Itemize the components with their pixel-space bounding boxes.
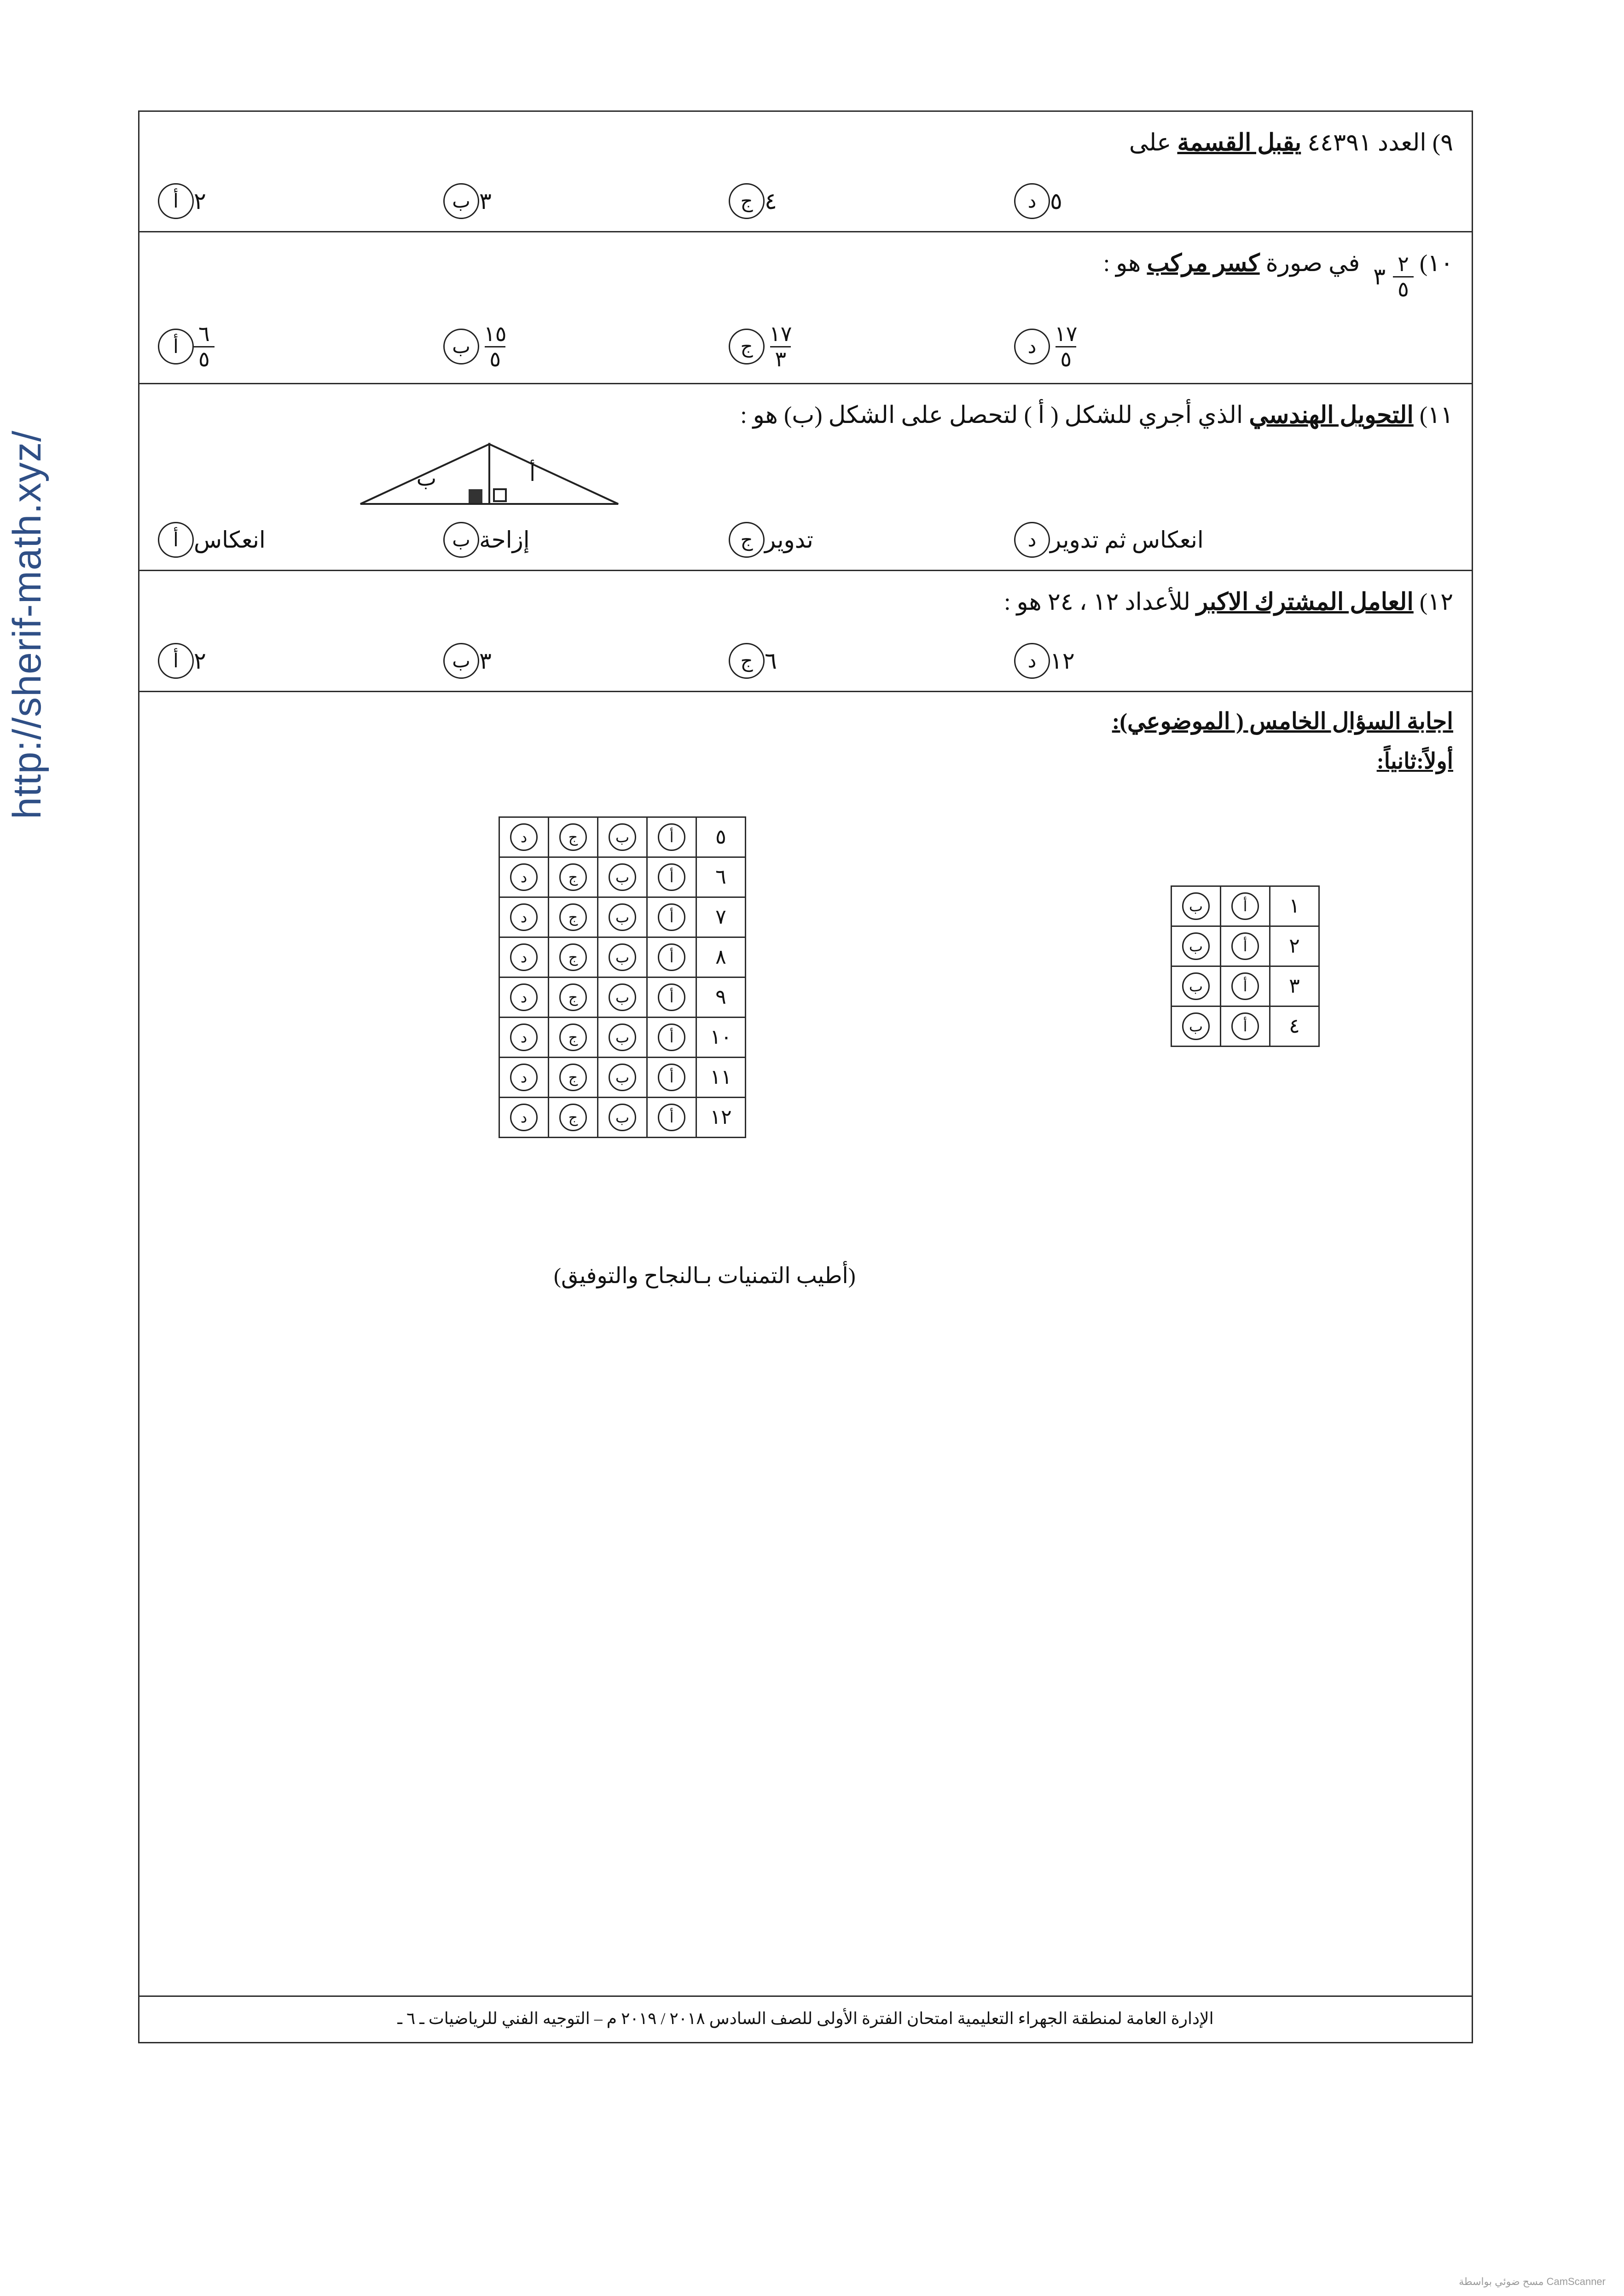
fraction-denominator: ٥	[1056, 346, 1076, 371]
answer-cell[interactable]	[647, 897, 696, 937]
bubble-icon[interactable]: أ	[658, 1104, 685, 1131]
bubble-icon[interactable]: د	[510, 943, 538, 971]
question-12-number: ١٢)	[1419, 589, 1453, 616]
choice-12-a[interactable]	[158, 643, 443, 679]
bubble-icon[interactable]: أ	[158, 183, 194, 219]
answer-cell[interactable]	[549, 977, 598, 1017]
question-10-mid: في صورة	[1259, 250, 1360, 277]
choice-11-b-text: إزاحة	[479, 527, 530, 553]
answer-cell[interactable]	[549, 857, 598, 897]
answer-cell[interactable]	[598, 1017, 647, 1057]
table-row[interactable]	[499, 857, 746, 897]
row-number: ٣	[1270, 966, 1319, 1006]
answer-cell[interactable]	[499, 897, 549, 937]
answer-cell[interactable]	[598, 1097, 647, 1137]
question-11-keyword: التحويل الهندسي	[1249, 402, 1414, 429]
answer-cell[interactable]	[499, 937, 549, 977]
bubble-icon[interactable]: ب	[609, 903, 636, 931]
row-number: ٨	[696, 937, 746, 977]
row-number: ٢	[1270, 926, 1319, 966]
site-watermark: http://sherif-math.xyz/	[5, 430, 49, 819]
table-row[interactable]	[499, 1057, 746, 1097]
bubble-icon[interactable]: د	[510, 823, 538, 851]
question-10-choices	[158, 322, 1453, 371]
question-block-10	[139, 232, 1472, 384]
choice-9-b[interactable]	[443, 183, 729, 219]
fraction-denominator: ٥	[194, 346, 215, 371]
question-12-text	[158, 583, 1453, 621]
bubble-icon[interactable]: أ	[658, 1064, 685, 1091]
bubble-icon[interactable]: أ	[658, 1024, 685, 1051]
row-number: ٦	[696, 857, 746, 897]
triangle-figure-svg	[351, 430, 627, 513]
bubble-icon[interactable]: أ	[658, 903, 685, 931]
question-10-text	[158, 244, 1453, 301]
row-number: ١	[1270, 886, 1319, 926]
answer-cell[interactable]	[549, 897, 598, 937]
choice-10-c-fraction	[765, 322, 796, 371]
bubble-icon[interactable]: ج	[729, 643, 765, 679]
row-number: ٩	[696, 977, 746, 1017]
svg-text:ب: ب	[416, 467, 436, 491]
answer-cell[interactable]	[647, 937, 696, 977]
choice-9-c-text: ٤	[765, 188, 777, 214]
answer-key-title: اجابة السؤال الخامس ( الموضوعي):	[1112, 708, 1453, 734]
answer-cell[interactable]	[1172, 966, 1221, 1006]
answer-key-section	[139, 692, 1472, 1553]
choice-9-d[interactable]	[1014, 183, 1299, 219]
answer-cell[interactable]	[598, 897, 647, 937]
bubble-icon[interactable]: د	[510, 1104, 538, 1131]
answer-cell[interactable]	[549, 1057, 598, 1097]
answer-cell[interactable]	[1221, 926, 1270, 966]
answer-cell[interactable]	[1172, 1006, 1221, 1046]
choice-10-d-fraction	[1050, 322, 1082, 371]
row-number: ٤	[1270, 1006, 1319, 1046]
bubble-icon[interactable]: أ	[658, 983, 685, 1011]
bubble-icon[interactable]: ج	[559, 983, 587, 1011]
table-row[interactable]	[1172, 1006, 1319, 1046]
answer-cell[interactable]	[1221, 966, 1270, 1006]
question-10-keyword: كسر مركب	[1147, 250, 1260, 277]
good-luck-message: (أطيب التمنيات بـالنجاح والتوفيق)	[554, 1263, 856, 1288]
bubble-icon[interactable]: ب	[443, 183, 479, 219]
bubble-icon[interactable]: د	[1014, 183, 1050, 219]
bubble-icon[interactable]: ب	[443, 329, 479, 364]
fraction-numerator: ٢	[1398, 252, 1409, 276]
bubble-icon[interactable]: ب	[609, 823, 636, 851]
question-10-suffix: هو :	[1103, 250, 1147, 277]
question-block-9	[139, 112, 1472, 232]
question-11-choices	[158, 522, 1453, 558]
choice-10-a-fraction	[194, 322, 215, 371]
bubble-icon[interactable]: ب	[443, 522, 479, 558]
row-number: ٧	[696, 897, 746, 937]
bubble-icon[interactable]: ب	[609, 1104, 636, 1131]
answer-cell[interactable]	[499, 857, 549, 897]
bubble-icon[interactable]: أ	[1231, 972, 1259, 1000]
answer-cell[interactable]	[647, 977, 696, 1017]
answer-cell[interactable]	[1172, 886, 1221, 926]
bubble-icon[interactable]: ج	[729, 329, 765, 364]
bubble-icon[interactable]: أ	[158, 643, 194, 679]
bubble-icon[interactable]: د	[1014, 643, 1050, 679]
bubble-icon[interactable]: ج	[559, 1104, 587, 1131]
answer-table-first[interactable]	[1171, 885, 1320, 1047]
choice-10-d[interactable]	[1014, 322, 1299, 371]
mixed-fraction	[1393, 252, 1414, 301]
answer-key-subtitle: أولاً:ثانياً:	[1376, 749, 1453, 774]
answer-cell[interactable]	[647, 1097, 696, 1137]
choice-12-d[interactable]	[1014, 643, 1299, 679]
fraction-numerator: ٦	[198, 322, 210, 346]
choice-9-d-text: ٥	[1050, 188, 1062, 214]
answer-cell[interactable]	[549, 817, 598, 857]
answer-cell[interactable]	[1221, 1006, 1270, 1046]
bubble-icon[interactable]: ج	[559, 943, 587, 971]
choice-10-c[interactable]	[729, 322, 1014, 371]
answer-cell[interactable]	[499, 817, 549, 857]
bubble-icon[interactable]: أ	[158, 329, 194, 364]
bubble-icon[interactable]: د	[1014, 329, 1050, 364]
bubble-icon[interactable]: أ	[158, 522, 194, 558]
table-row[interactable]	[1172, 926, 1319, 966]
answer-cell[interactable]	[1221, 886, 1270, 926]
question-9-text	[158, 124, 1453, 162]
choice-11-c-text: تدوير	[765, 527, 813, 553]
answer-cell[interactable]	[598, 857, 647, 897]
choice-9-a[interactable]	[158, 183, 443, 219]
choice-11-d-text: انعكاس ثم تدوير	[1050, 527, 1204, 553]
table-row[interactable]	[499, 1097, 746, 1137]
bubble-icon[interactable]: أ	[658, 943, 685, 971]
answer-cell[interactable]	[499, 1017, 549, 1057]
bubble-icon[interactable]: د	[510, 903, 538, 931]
mixed-number	[1366, 252, 1414, 301]
bubble-icon[interactable]: ج	[729, 522, 765, 558]
bubble-icon[interactable]: ب	[1182, 892, 1210, 920]
bubble-icon[interactable]: أ	[658, 823, 685, 851]
answer-cell[interactable]	[598, 1057, 647, 1097]
table-row[interactable]	[499, 817, 746, 857]
answer-cell[interactable]	[647, 1057, 696, 1097]
answer-cell[interactable]	[598, 977, 647, 1017]
answer-cell[interactable]	[499, 1097, 549, 1137]
fraction-denominator: ٥	[485, 346, 505, 371]
bubble-icon[interactable]: ب	[1182, 1012, 1210, 1040]
answer-cell[interactable]	[647, 817, 696, 857]
question-10-number: ١٠)	[1419, 250, 1453, 277]
question-9-choices	[158, 183, 1453, 219]
page-footer: الإدارة العامة لمنطقة الجهراء التعليمية امتحان الفترة الأولى للصف السادس ٢٠١٨ / ٢٠١٩ م – التوجيه الفني للرياضيات ـ ٦ ـ	[139, 1995, 1472, 2042]
bubble-icon[interactable]: ب	[609, 1064, 636, 1091]
choice-12-b[interactable]	[443, 643, 729, 679]
bubble-icon[interactable]: ب	[609, 943, 636, 971]
bubble-icon[interactable]: أ	[1231, 1012, 1259, 1040]
question-11-text	[158, 396, 1453, 434]
bubble-icon[interactable]: أ	[1231, 892, 1259, 920]
bubble-icon[interactable]: ج	[559, 823, 587, 851]
camscanner-watermark: مسح ضوئي بواسطة CamScanner	[1459, 2276, 1606, 2287]
svg-text:أ: أ	[529, 462, 535, 486]
triangle-figure	[351, 430, 627, 513]
table-row[interactable]	[499, 897, 746, 937]
table-row[interactable]	[1172, 886, 1319, 926]
fraction-numerator: ١٧	[769, 322, 792, 346]
question-12-suffix: للأعداد ١٢ ، ٢٤ هو :	[1004, 589, 1197, 616]
bubble-icon[interactable]: ب	[609, 1024, 636, 1051]
bubble-icon[interactable]: ب	[1182, 932, 1210, 960]
choice-9-b-text: ٣	[479, 188, 492, 214]
bubble-icon[interactable]: ج	[729, 183, 765, 219]
choice-12-b-text: ٣	[479, 648, 492, 674]
bubble-icon[interactable]: ج	[559, 863, 587, 891]
choice-11-d[interactable]	[1014, 522, 1299, 558]
bubble-icon[interactable]: ب	[1182, 972, 1210, 1000]
answer-table-second[interactable]	[499, 816, 746, 1138]
row-number: ١٠	[696, 1017, 746, 1057]
answer-cell[interactable]	[647, 1017, 696, 1057]
bubble-icon[interactable]: ج	[559, 1024, 587, 1051]
question-9-number: ٩)	[1432, 130, 1453, 156]
row-number: ١٢	[696, 1097, 746, 1137]
question-9-keyword: يقبل القسمة	[1177, 130, 1302, 156]
bubble-icon[interactable]: ج	[559, 1064, 587, 1091]
question-9-prefix: العدد ٤٤٣٩١	[1301, 130, 1427, 156]
exam-page	[138, 110, 1473, 2043]
bubble-icon[interactable]: ج	[559, 903, 587, 931]
question-block-12	[139, 571, 1472, 692]
choice-9-c[interactable]	[729, 183, 1014, 219]
bubble-icon[interactable]: ب	[443, 643, 479, 679]
answer-cell[interactable]	[499, 1057, 549, 1097]
choice-12-c[interactable]	[729, 643, 1014, 679]
fraction-denominator: ٣	[770, 346, 791, 371]
choice-10-a[interactable]	[158, 322, 443, 371]
answer-cell[interactable]	[598, 937, 647, 977]
table-row[interactable]	[1172, 966, 1319, 1006]
choice-11-c[interactable]	[729, 522, 1014, 558]
bubble-icon[interactable]: د	[510, 1024, 538, 1051]
bubble-icon[interactable]: د	[510, 863, 538, 891]
choice-9-a-text: ٢	[194, 188, 206, 214]
bubble-icon[interactable]: ب	[609, 863, 636, 891]
choice-11-b[interactable]	[443, 522, 729, 558]
choice-11-a-text: انعكاس	[194, 527, 266, 553]
choice-12-a-text: ٢	[194, 648, 206, 674]
answer-cell[interactable]	[499, 977, 549, 1017]
fraction-denominator: ٥	[1393, 276, 1414, 301]
table-row[interactable]	[499, 977, 746, 1017]
answer-cell[interactable]	[598, 817, 647, 857]
question-12-choices	[158, 643, 1453, 679]
choice-11-a[interactable]	[158, 522, 443, 558]
question-block-11	[139, 384, 1472, 571]
row-number: ٥	[696, 817, 746, 857]
bubble-icon[interactable]: أ	[1231, 932, 1259, 960]
bubble-icon[interactable]: د	[510, 1064, 538, 1091]
question-12-keyword: العامل المشترك الاكبر	[1196, 589, 1414, 616]
answer-cell[interactable]	[549, 937, 598, 977]
fraction-numerator: ١٧	[1055, 322, 1078, 346]
table-row[interactable]	[499, 1017, 746, 1057]
fraction-numerator: ١٥	[484, 322, 507, 346]
answer-cell[interactable]	[647, 857, 696, 897]
mixed-whole: ٣	[1373, 264, 1386, 290]
question-9-suffix: على	[1129, 130, 1177, 156]
question-11-number: ١١)	[1419, 402, 1453, 429]
answer-cell[interactable]	[549, 1017, 598, 1057]
bubble-icon[interactable]: د	[1014, 522, 1050, 558]
bubble-icon[interactable]: ب	[609, 983, 636, 1011]
answer-cell[interactable]	[1172, 926, 1221, 966]
answer-cell[interactable]	[549, 1097, 598, 1137]
bubble-icon[interactable]: أ	[658, 863, 685, 891]
choice-10-b-fraction	[479, 322, 511, 371]
choice-12-c-text: ٦	[765, 648, 777, 674]
question-11-suffix: الذي أجري للشكل ( أ ) لتحصل على الشكل (ب) هو :	[740, 402, 1249, 429]
choice-10-b[interactable]	[443, 322, 729, 371]
row-number: ١١	[696, 1057, 746, 1097]
choice-12-d-text: ١٢	[1050, 648, 1075, 674]
table-row[interactable]	[499, 937, 746, 977]
bubble-icon[interactable]: د	[510, 983, 538, 1011]
